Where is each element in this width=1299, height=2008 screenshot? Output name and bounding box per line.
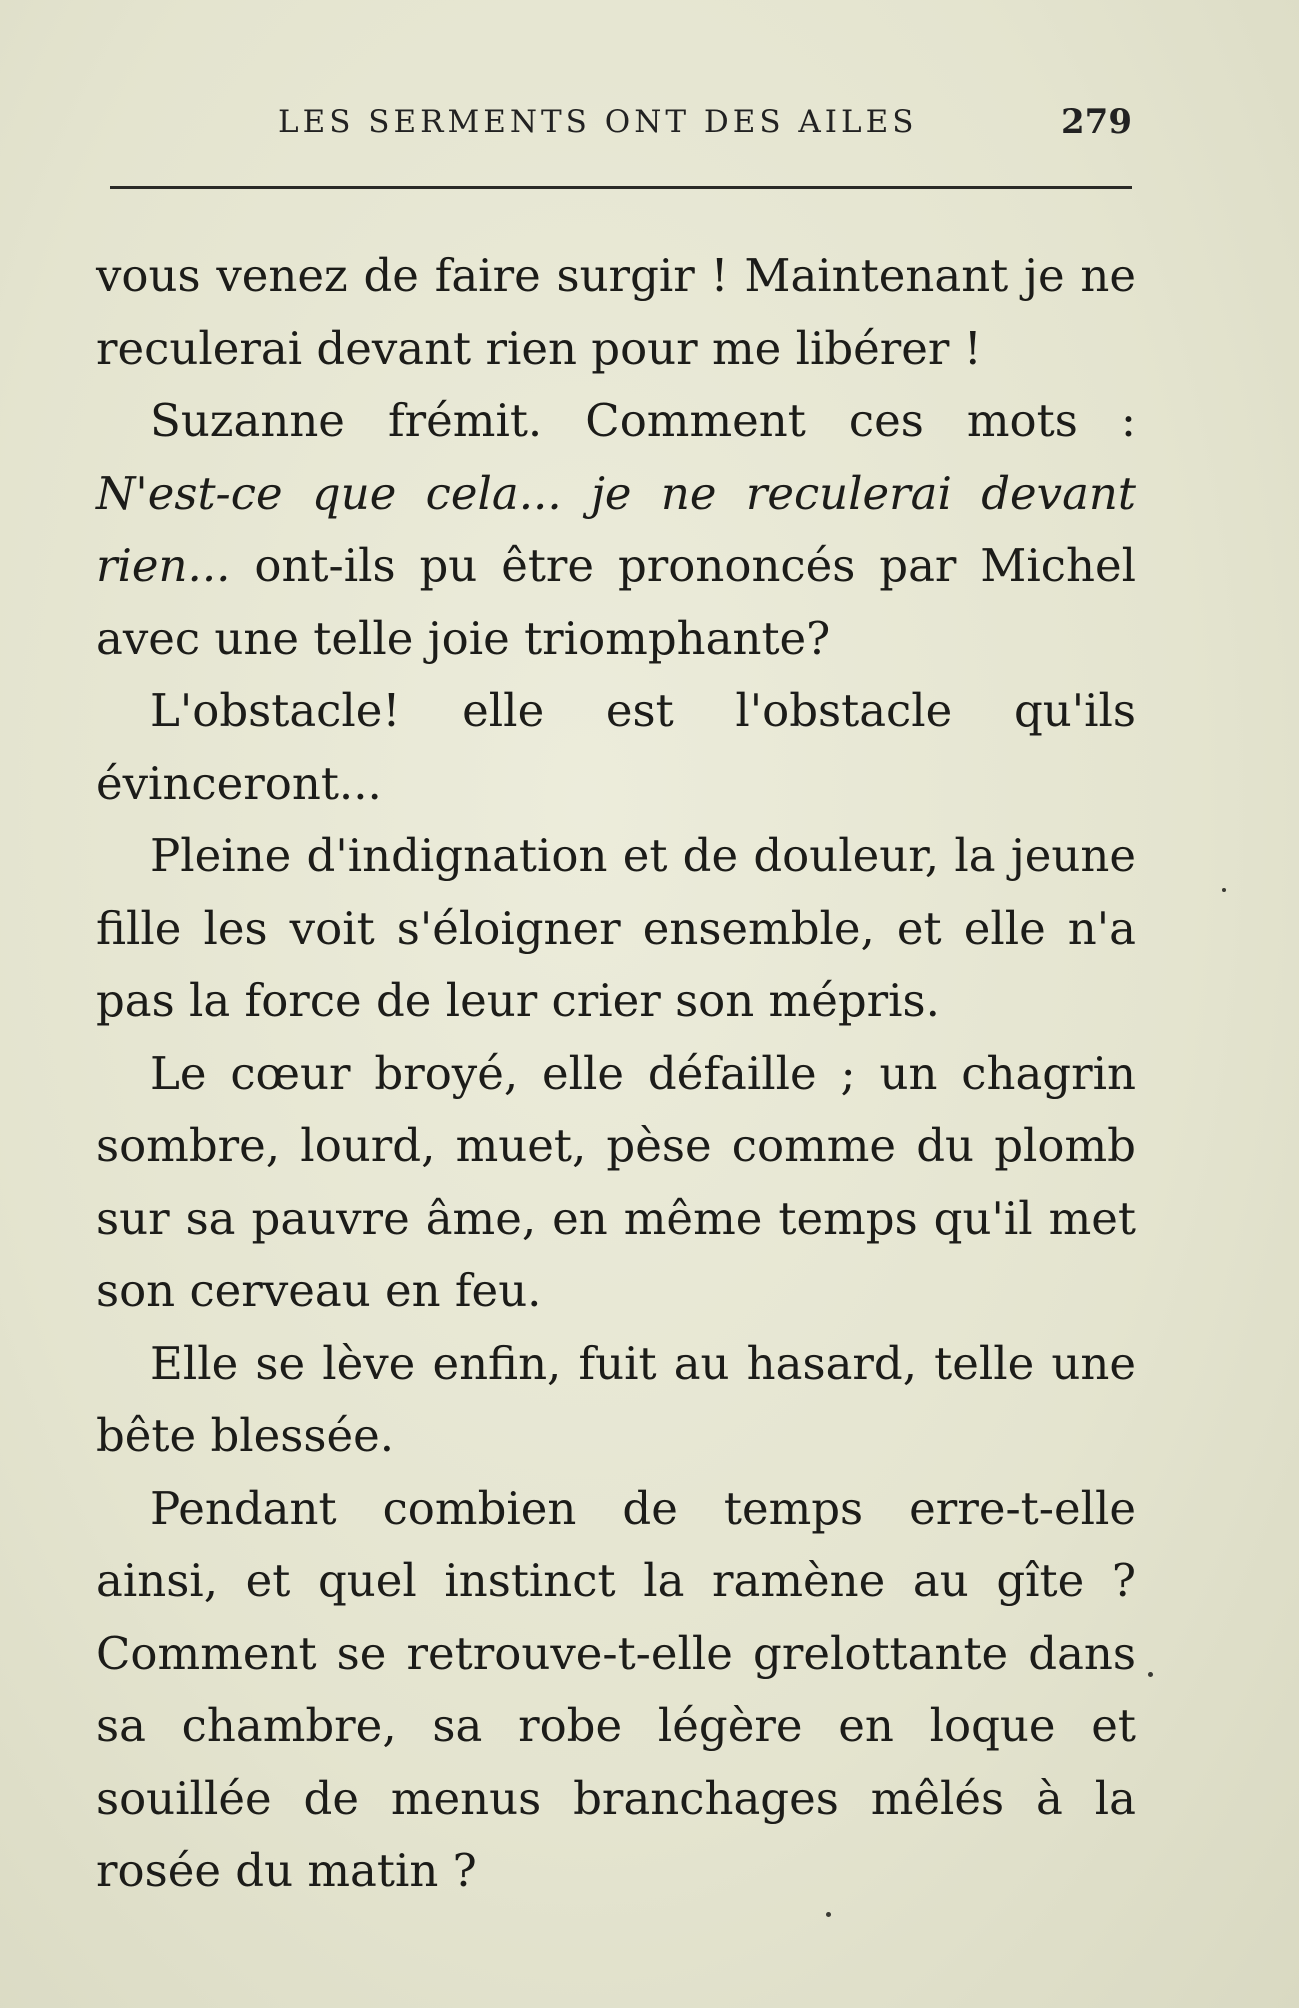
- running-title: LES SERMENTS ONT DES AILES: [278, 104, 918, 140]
- paper-speck: [1222, 888, 1226, 892]
- paragraph-4: Pleine d'indignation et de douleur, la jeune fille les voit s'éloigner ensemble, et elle n'a pas la force de leur crier son mépris.: [96, 829, 1136, 1027]
- page-number: 279: [1061, 102, 1132, 142]
- paragraph-5: Le cœur broyé, elle défaille ; un chagrin sombre, lourd, muet, pèse comme du plomb sur sa pauvre âme, en même temps qu'il met son cerveau en feu.: [96, 1046, 1136, 1317]
- paper-speck: [1148, 1672, 1153, 1677]
- paragraph-3: L'obstacle! elle est l'obstacle qu'ils évinceront...: [96, 684, 1136, 810]
- paragraph-6: Elle se lève enfin, fuit au hasard, telle une bête blessée.: [96, 1336, 1136, 1462]
- header-rule: [110, 186, 1132, 189]
- paper-speck: [826, 1912, 831, 1917]
- paragraph-7: Pendant combien de temps erre-t-elle ainsi, et quel instinct la ramène au gîte ? Comment se retrouve-t-elle grelottante dans sa chambre, sa robe légère en loque et souillée de menus branchages mêlés à la rosée du matin ?: [96, 1481, 1136, 1897]
- italic-quote: N'est-ce que cela... je ne reculerai devant rien...: [96, 466, 1136, 592]
- paragraph-2: Suzanne frémit. Comment ces mots : N'est-ce que cela... je ne reculerai devant rien... ont-ils pu être prononcés par Michel avec une telle joie triomphante?: [96, 394, 1136, 665]
- body-text: [96, 240, 1136, 1908]
- paragraph-1: vous venez de faire surgir ! Maintenant je ne reculerai devant rien pour me libérer !: [96, 249, 1136, 375]
- page-header: [110, 96, 1132, 156]
